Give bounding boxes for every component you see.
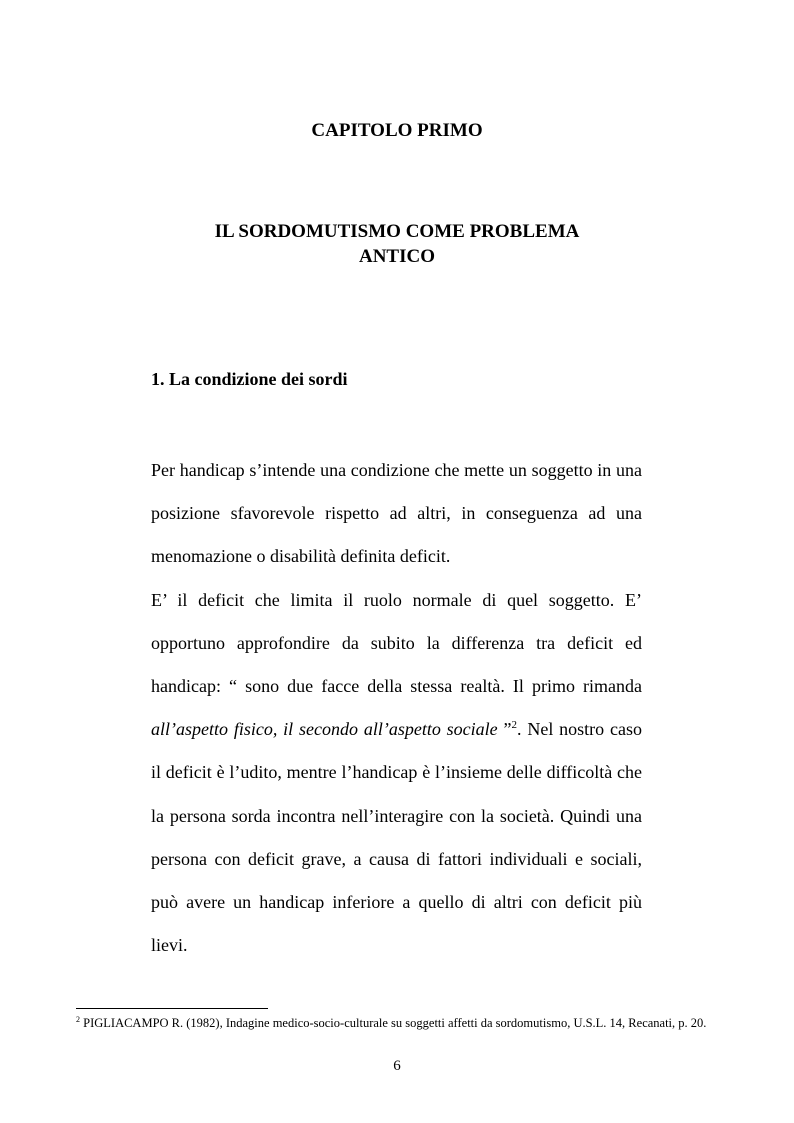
paragraph-2-text-after: . Nel nostro caso il deficit è l’udito, mentre l’handicap è l’insieme delle difficoltà che la persona sorda incontra nell’interagire con la società. Quindi una persona con deficit grave, a causa di fattori individuali e sociali, può avere un handicap inferiore a quello di altri con deficit più lievi.: [151, 719, 642, 956]
paragraph-2-text-before-quote: E’ il deficit che limita il ruolo normale di quel soggetto. E’ opportuno approfondire da subito la differenza tra deficit ed handicap: “ sono due facce della stessa realtà. Il primo rimanda: [151, 589, 642, 697]
footnote-text: PIGLIACAMPO R. (1982), Indagine medico-socio-culturale su soggetti affetti da sordomutismo, U.S.L. 14, Recanati, p. 20.: [80, 1016, 707, 1030]
section-heading: 1. La condizione dei sordi: [151, 369, 348, 389]
paragraph-2-italic-quote: all’aspetto fisico, il secondo all’aspetto sociale: [151, 719, 498, 740]
paragraph-2-close-quote: ”: [497, 719, 512, 740]
chapter-label: CAPITOLO PRIMO: [311, 120, 483, 141]
footnote: [76, 1015, 718, 1031]
body-text: [151, 449, 642, 967]
footnote-separator: [76, 1008, 268, 1009]
chapter-title-line-2: ANTICO: [358, 246, 435, 267]
paragraph-1: Per handicap s’intende una condizione che mette un soggetto in una posizione sfavorevole rispetto ad altri, in conseguenza ad una menomazione o disabilità definita deficit.: [151, 460, 642, 567]
chapter-title: [170, 219, 624, 269]
chapter-title-line-1: IL SORDOMUTISMO COME PROBLEMA: [214, 221, 580, 242]
page-number: 6: [393, 1058, 401, 1074]
footnote-marker: 2: [76, 1015, 80, 1024]
paragraph-2: [151, 579, 642, 968]
footnote-reference[interactable]: 2: [511, 719, 517, 732]
